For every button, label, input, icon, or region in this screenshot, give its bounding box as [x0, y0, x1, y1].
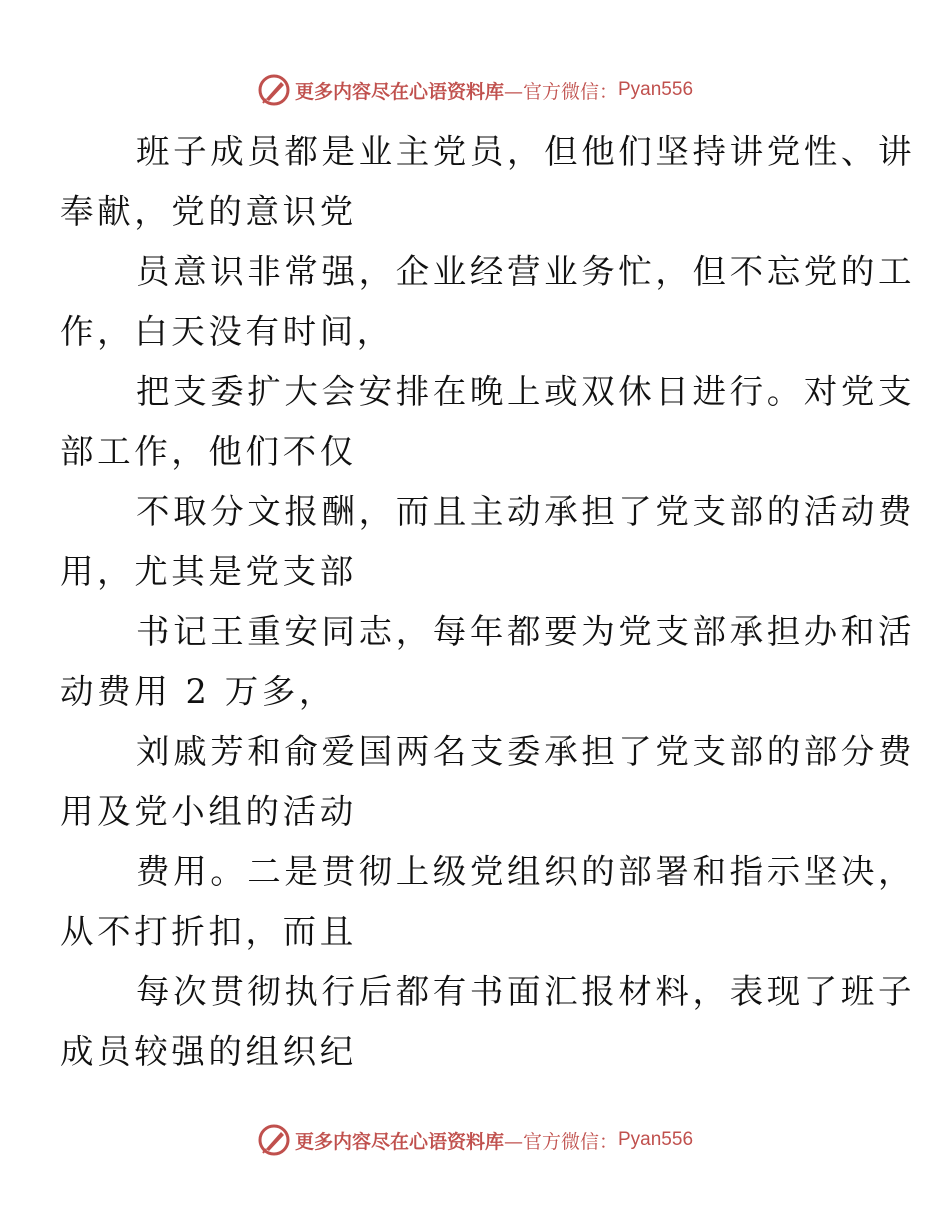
header-watermark: [0, 70, 950, 110]
watermark-sub-text: —官方微信：: [503, 1130, 618, 1153]
quill-logo-icon: [257, 73, 291, 107]
paragraph: [60, 482, 916, 602]
paragraph-line: 成员较强的组织纪: [60, 1032, 357, 1071]
paragraph-line: 奉献，党的意识党: [60, 192, 357, 231]
paragraph-line: 部工作，他们不仅: [60, 432, 357, 471]
paragraph-line: 每次贯彻执行后都有书面汇报材料，表现了班子: [136, 972, 916, 1011]
paragraph-line: 从不打折扣，而且: [60, 912, 357, 951]
paragraph-line: 动费用 2 万多，: [60, 672, 337, 711]
paragraph-line: 费用。二是贯彻上级党组织的部署和指示坚决，: [136, 852, 916, 891]
paragraph: [60, 122, 916, 242]
paragraph-line: 刘戚芳和俞爱国两名支委承担了党支部的部分费: [136, 732, 916, 771]
paragraph-line: 员意识非常强，企业经营业务忙，但不忘党的工: [136, 252, 916, 291]
paragraph: [60, 962, 916, 1082]
document-body: [60, 122, 916, 1082]
paragraph-line: 不取分文报酬，而且主动承担了党支部的活动费: [136, 492, 916, 531]
paragraph-line: 作，白天没有时间，: [60, 312, 394, 351]
quill-logo-icon: [257, 1123, 291, 1157]
paragraph: [60, 602, 916, 722]
watermark-main-text: 更多内容尽在心语资料库: [294, 80, 504, 103]
paragraph: [60, 362, 916, 482]
paragraph: [60, 842, 916, 962]
paragraph-line: 书记王重安同志，每年都要为党支部承担办和活: [136, 612, 916, 651]
paragraph-line: 把支委扩大会安排在晚上或双休日进行。对党支: [136, 372, 916, 411]
paragraph-line: 用及党小组的活动: [60, 792, 357, 831]
paragraph: [60, 722, 916, 842]
watermark-sub-text: —官方微信：: [503, 80, 618, 103]
watermark-id-text: Pyan556: [618, 79, 694, 100]
footer-watermark: [0, 1120, 950, 1160]
watermark-id-text: Pyan556: [618, 1129, 694, 1150]
paragraph-line: 班子成员都是业主党员，但他们坚持讲党性、讲: [136, 132, 916, 171]
paragraph: [60, 242, 916, 362]
paragraph-line: 用，尤其是党支部: [60, 552, 357, 591]
watermark-main-text: 更多内容尽在心语资料库: [294, 1130, 504, 1153]
